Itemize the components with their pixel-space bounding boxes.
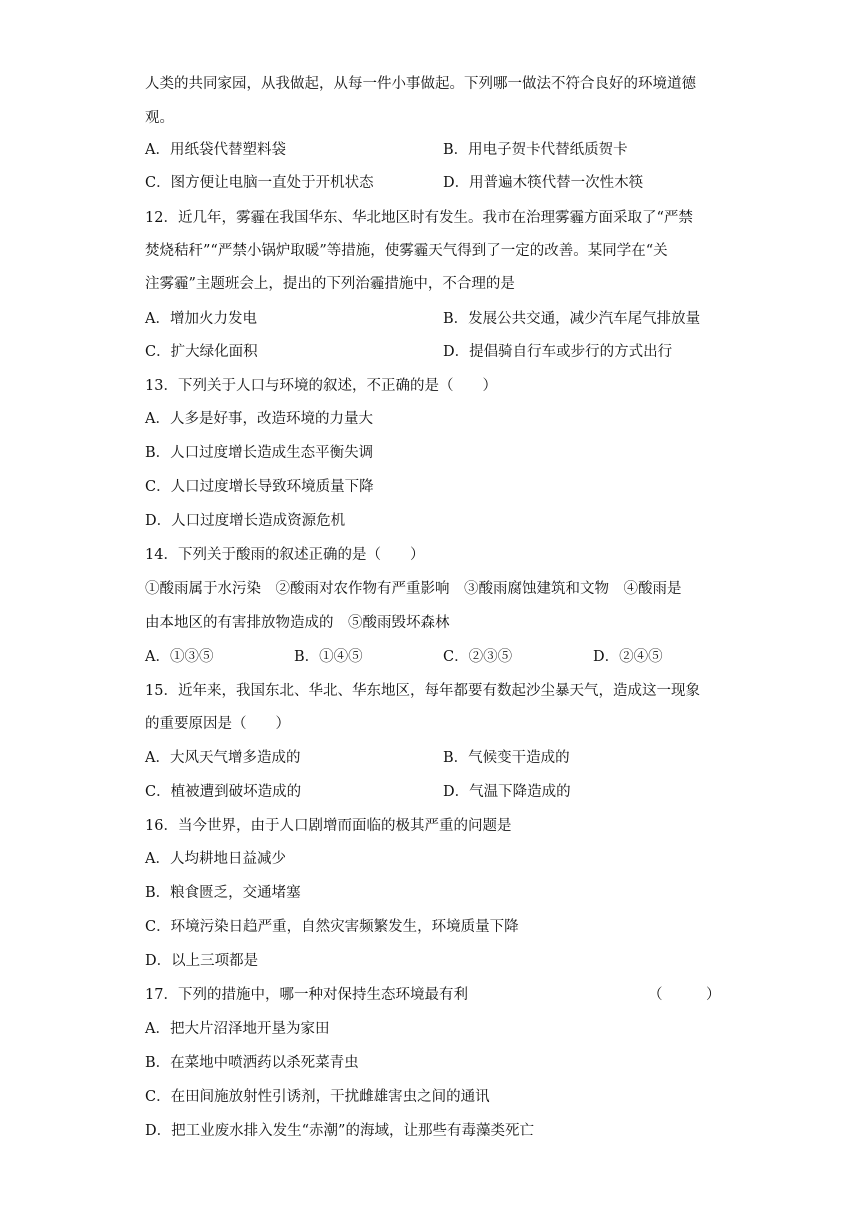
q16-option-b: B．粮食匮乏，交通堵塞 xyxy=(145,885,301,901)
q14-option-c: C．②③⑤ xyxy=(443,649,513,665)
q13-option-d: D．人口过度增长造成资源危机 xyxy=(145,513,346,529)
q12-option-a: A．增加火力发电 xyxy=(145,311,257,327)
q17-stem: 17．下列的措施中，哪一种对保持生态环境最有利 xyxy=(145,987,468,1003)
q15-option-c: C．植被遭到破坏造成的 xyxy=(145,784,302,800)
q14-statements-line2: 由本地区的有害排放物造成的 ⑤酸雨毁坏森林 xyxy=(145,615,450,631)
q12-option-c: C．扩大绿化面积 xyxy=(145,344,258,360)
q13-option-c: C．人口过度增长导致环境质量下降 xyxy=(145,479,374,495)
q15-option-d: D．气温下降造成的 xyxy=(443,784,571,800)
q15-stem-line2: 的重要原因是（ ） xyxy=(145,716,290,732)
q17-option-c: C．在田间施放射性引诱剂，干扰雌雄害虫之间的通讯 xyxy=(145,1089,490,1105)
q14-option-d: D．②④⑤ xyxy=(593,649,663,665)
q15-option-b: B．气候变干造成的 xyxy=(443,750,570,766)
q14-option-a: A．①③⑤ xyxy=(145,649,214,665)
q17-answer-bracket: （ ） xyxy=(648,987,721,1003)
q11-option-b: B．用电子贺卡代替纸质贺卡 xyxy=(443,142,628,158)
q11-option-a: A．用纸袋代替塑料袋 xyxy=(145,142,286,158)
q13-option-b: B．人口过度增长造成生态平衡失调 xyxy=(145,445,374,461)
q12-stem-line3: 注雾霾”主题班会上，提出的下列治霾措施中，不合理的是 xyxy=(145,276,515,292)
q15-option-a: A．大风天气增多造成的 xyxy=(145,750,301,766)
q14-option-b: B．①④⑤ xyxy=(294,649,363,665)
q11-stem-line2: 观。 xyxy=(145,110,174,126)
q13-stem: 13．下列关于人口与环境的叙述，不正确的是（ ） xyxy=(145,378,497,394)
q15-stem-line1: 15．近年来，我国东北、华北、华东地区，每年都要有数起沙尘暴天气，造成这一现象 xyxy=(145,683,700,699)
q11-option-d: D．用普遍木筷代替一次性木筷 xyxy=(443,175,644,191)
q12-stem-line1: 12．近几年，雾霾在我国华东、华北地区时有发生。我市在治理雾霾方面采取了“严禁 xyxy=(145,210,693,226)
q16-option-a: A．人均耕地日益减少 xyxy=(145,851,286,867)
q16-option-c: C．环境污染日趋严重，自然灾害频繁发生，环境质量下降 xyxy=(145,919,519,935)
q14-stem: 14．下列关于酸雨的叙述正确的是（ ） xyxy=(145,547,425,563)
q14-statements-line1: ①酸雨属于水污染 ②酸雨对农作物有严重影响 ③酸雨腐蚀建筑和文物 ④酸雨是 xyxy=(145,581,682,597)
q11-stem-line1: 人类的共同家园，从我做起，从每一件小事做起。下列哪一做法不符合良好的环境道德 xyxy=(145,76,696,92)
q11-option-c: C．图方便让电脑一直处于开机状态 xyxy=(145,175,374,191)
q17-option-d: D．把工业废水排入发生“赤潮”的海域，让那些有毒藻类死亡 xyxy=(145,1123,534,1139)
q12-option-d: D．提倡骑自行车或步行的方式出行 xyxy=(443,344,673,360)
q16-stem: 16．当今世界，由于人口剧增而面临的极其严重的问题是 xyxy=(145,818,512,834)
q12-stem-line2: 焚烧秸秆”“严禁小锅炉取暖”等措施，使雾霾天气得到了一定的改善。某同学在“关 xyxy=(145,243,668,259)
q16-option-d: D．以上三项都是 xyxy=(145,953,259,969)
q17-option-b: B．在菜地中喷洒药以杀死菜青虫 xyxy=(145,1055,359,1071)
q12-option-b: B．发展公共交通，减少汽车尾气排放量 xyxy=(443,311,701,327)
q17-option-a: A．把大片沼泽地开垦为家田 xyxy=(145,1021,330,1037)
q13-option-a: A．人多是好事，改造环境的力量大 xyxy=(145,411,373,427)
